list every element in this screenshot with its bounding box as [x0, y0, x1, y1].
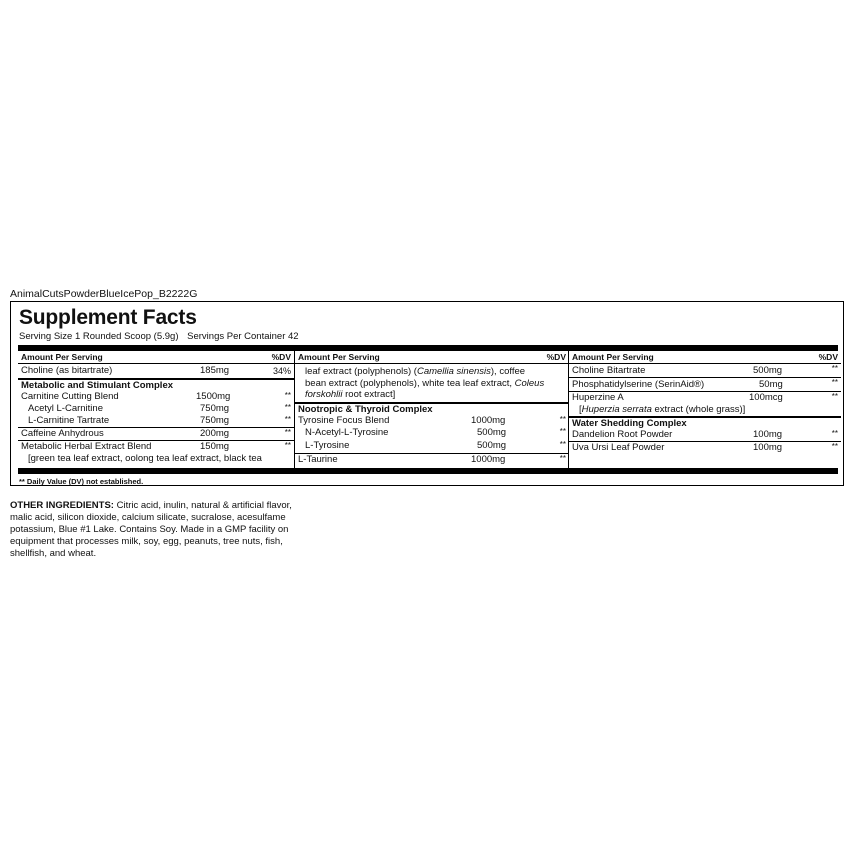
other-ingredients	[10, 500, 292, 560]
ingredient-row-choline	[18, 364, 294, 380]
section-title-water-shedding: Water Shedding Complex	[572, 418, 687, 429]
ingredient-dv: 34%	[272, 366, 291, 376]
ingredient-amount: 100mcg	[749, 392, 783, 403]
ingredient-name: Metabolic Herbal Extract Blend	[21, 441, 152, 452]
panel-title: Supplement Facts	[19, 306, 197, 329]
other-ingredients-label: OTHER INGREDIENTS:	[10, 500, 114, 511]
ingredient-amount: 50mg	[759, 379, 783, 390]
serving-size: Serving Size 1 Rounded Scoop (5.9g)	[19, 331, 179, 342]
ingredient-name: L-Taurine	[298, 453, 338, 465]
ingredient-dv: **	[284, 403, 291, 412]
ingredient-amount: 750mg	[200, 415, 230, 426]
column-header	[569, 351, 841, 364]
amount-per-serving-label: Amount Per Serving	[21, 352, 103, 362]
section-title-metabolic: Metabolic and Stimulant Complex	[21, 380, 174, 391]
dv-label: %DV	[271, 352, 291, 362]
servings-per-container: Servings Per Container 42	[187, 331, 299, 342]
ingredient-name: Huperzine A	[572, 392, 624, 403]
ingredient-dv: **	[559, 439, 566, 449]
ingredient-row-caffeine	[18, 428, 294, 441]
ingredient-dv: **	[831, 429, 838, 438]
ingredient-name: Carnitine Cutting Blend	[21, 391, 119, 402]
column-1	[18, 351, 294, 468]
ingredient-name: L-Carnitine Tartrate	[28, 415, 110, 426]
desc-italic: Camellia sinensis	[416, 366, 491, 377]
other-ingredients-text: Citric acid, inulin, natural & artificial flavor, malic acid, silicon dioxide, calcium silicate, sucralose, acesulfame potassium, Blue #1 Lake. Contains Soy. Made in a GMP facility on equipment that processes milk, soy, egg, peanuts, tree nuts, fish, shellfish, and wheat.	[10, 500, 292, 559]
ingredient-amount: 100mg	[753, 429, 783, 440]
ingredient-name: Phosphatidylserine (SerinAid®)	[572, 379, 705, 390]
desc-text: extract (whole grass)]	[651, 404, 746, 415]
dv-label: %DV	[546, 352, 566, 362]
column-3	[568, 351, 841, 468]
supplement-facts-panel	[10, 301, 844, 486]
ingredient-row-carnitine-blend	[18, 391, 294, 403]
ingredient-amount: 185mg	[200, 365, 230, 376]
desc-text: leaf extract (polyphenols) (	[305, 366, 417, 377]
ingredient-row-herbal-blend	[18, 441, 294, 453]
ingredient-dv: **	[831, 378, 838, 387]
ingredient-row-choline-bitartrate	[569, 364, 841, 378]
amount-per-serving-label: Amount Per Serving	[298, 352, 380, 362]
dv-label: %DV	[818, 352, 838, 362]
ingredient-name: Caffeine Anhydrous	[21, 428, 104, 439]
ingredient-row-l-tyrosine	[295, 440, 569, 454]
herbal-blend-description: [green tea leaf extract, oolong tea leaf extract, black tea	[28, 453, 262, 464]
desc-text: [	[579, 404, 582, 415]
ingredient-row-dandelion	[569, 429, 841, 442]
ingredient-dv: **	[831, 442, 838, 451]
ingredient-name: Choline Bitartrate	[572, 365, 646, 376]
herbal-blend-description-continued	[295, 364, 569, 404]
column-header	[295, 351, 569, 364]
ingredient-name: Acetyl L-Carnitine	[28, 403, 103, 414]
ingredient-dv: **	[559, 426, 566, 436]
section-heading	[569, 418, 841, 429]
ingredient-dv: **	[559, 453, 566, 463]
ingredient-row-phosphatidylserine	[569, 378, 841, 392]
ingredient-row-acetyl-l-carnitine	[18, 403, 294, 415]
desc-italic: Coleus	[514, 377, 545, 389]
desc-italic: Huperzia serrata	[581, 404, 652, 415]
ingredient-row-uva-ursi	[569, 442, 841, 454]
ingredient-name: Choline (as bitartrate)	[21, 365, 113, 376]
ingredient-dv: **	[831, 392, 838, 401]
ingredient-row-huperzine-a	[569, 392, 841, 404]
ingredient-amount: 500mg	[753, 365, 783, 376]
ingredient-amount: 1000mg	[471, 414, 506, 426]
section-heading	[295, 404, 569, 415]
ingredient-amount: 150mg	[200, 441, 230, 452]
ingredient-dv: **	[284, 441, 291, 450]
ingredient-amount: 200mg	[200, 428, 230, 439]
amount-per-serving-label: Amount Per Serving	[572, 352, 654, 362]
ingredient-amount: 1000mg	[471, 453, 506, 465]
bottom-thick-rule	[18, 468, 838, 474]
ingredient-dv: **	[284, 428, 291, 437]
desc-text: ), coffee	[490, 366, 526, 377]
ingredient-amount: 1500mg	[196, 391, 231, 402]
ingredient-name: Dandelion Root Powder	[572, 429, 673, 440]
huperzine-source	[569, 404, 841, 418]
ingredient-name: N-Acetyl-L-Tyrosine	[305, 426, 389, 438]
desc-italic: forskohlii	[305, 389, 343, 400]
ingredient-name: Tyrosine Focus Blend	[298, 414, 390, 426]
file-name-label: AnimalCutsPowderBlueIcePop_B2222G	[10, 288, 198, 300]
desc-text: bean extract (polyphenols), white tea leaf extract,	[305, 377, 515, 389]
column-2	[294, 351, 569, 468]
ingredient-dv: **	[284, 391, 291, 400]
section-heading	[18, 380, 294, 391]
column-header	[18, 351, 294, 364]
ingredient-row-l-carnitine-tartrate	[18, 415, 294, 428]
ingredient-row-l-taurine	[295, 454, 569, 466]
dv-footnote: ** Daily Value (DV) not established.	[19, 477, 144, 486]
ingredient-amount: 500mg	[477, 439, 507, 451]
ingredient-row-n-acetyl-l-tyrosine	[295, 427, 569, 440]
desc-text: root extract]	[342, 389, 396, 400]
serving-info	[19, 331, 305, 342]
ingredient-amount: 100mg	[753, 442, 783, 453]
ingredient-amount: 500mg	[477, 426, 507, 438]
ingredient-name: L-Tyrosine	[305, 439, 350, 451]
ingredient-dv: **	[831, 364, 838, 373]
ingredient-amount: 750mg	[200, 403, 230, 414]
ingredient-name: Uva Ursi Leaf Powder	[572, 442, 665, 453]
section-title-nootropic: Nootropic & Thyroid Complex	[298, 403, 433, 415]
ingredient-row-tyrosine-blend	[295, 415, 569, 427]
ingredient-dv: **	[284, 415, 291, 424]
ingredient-dv: **	[559, 414, 566, 424]
